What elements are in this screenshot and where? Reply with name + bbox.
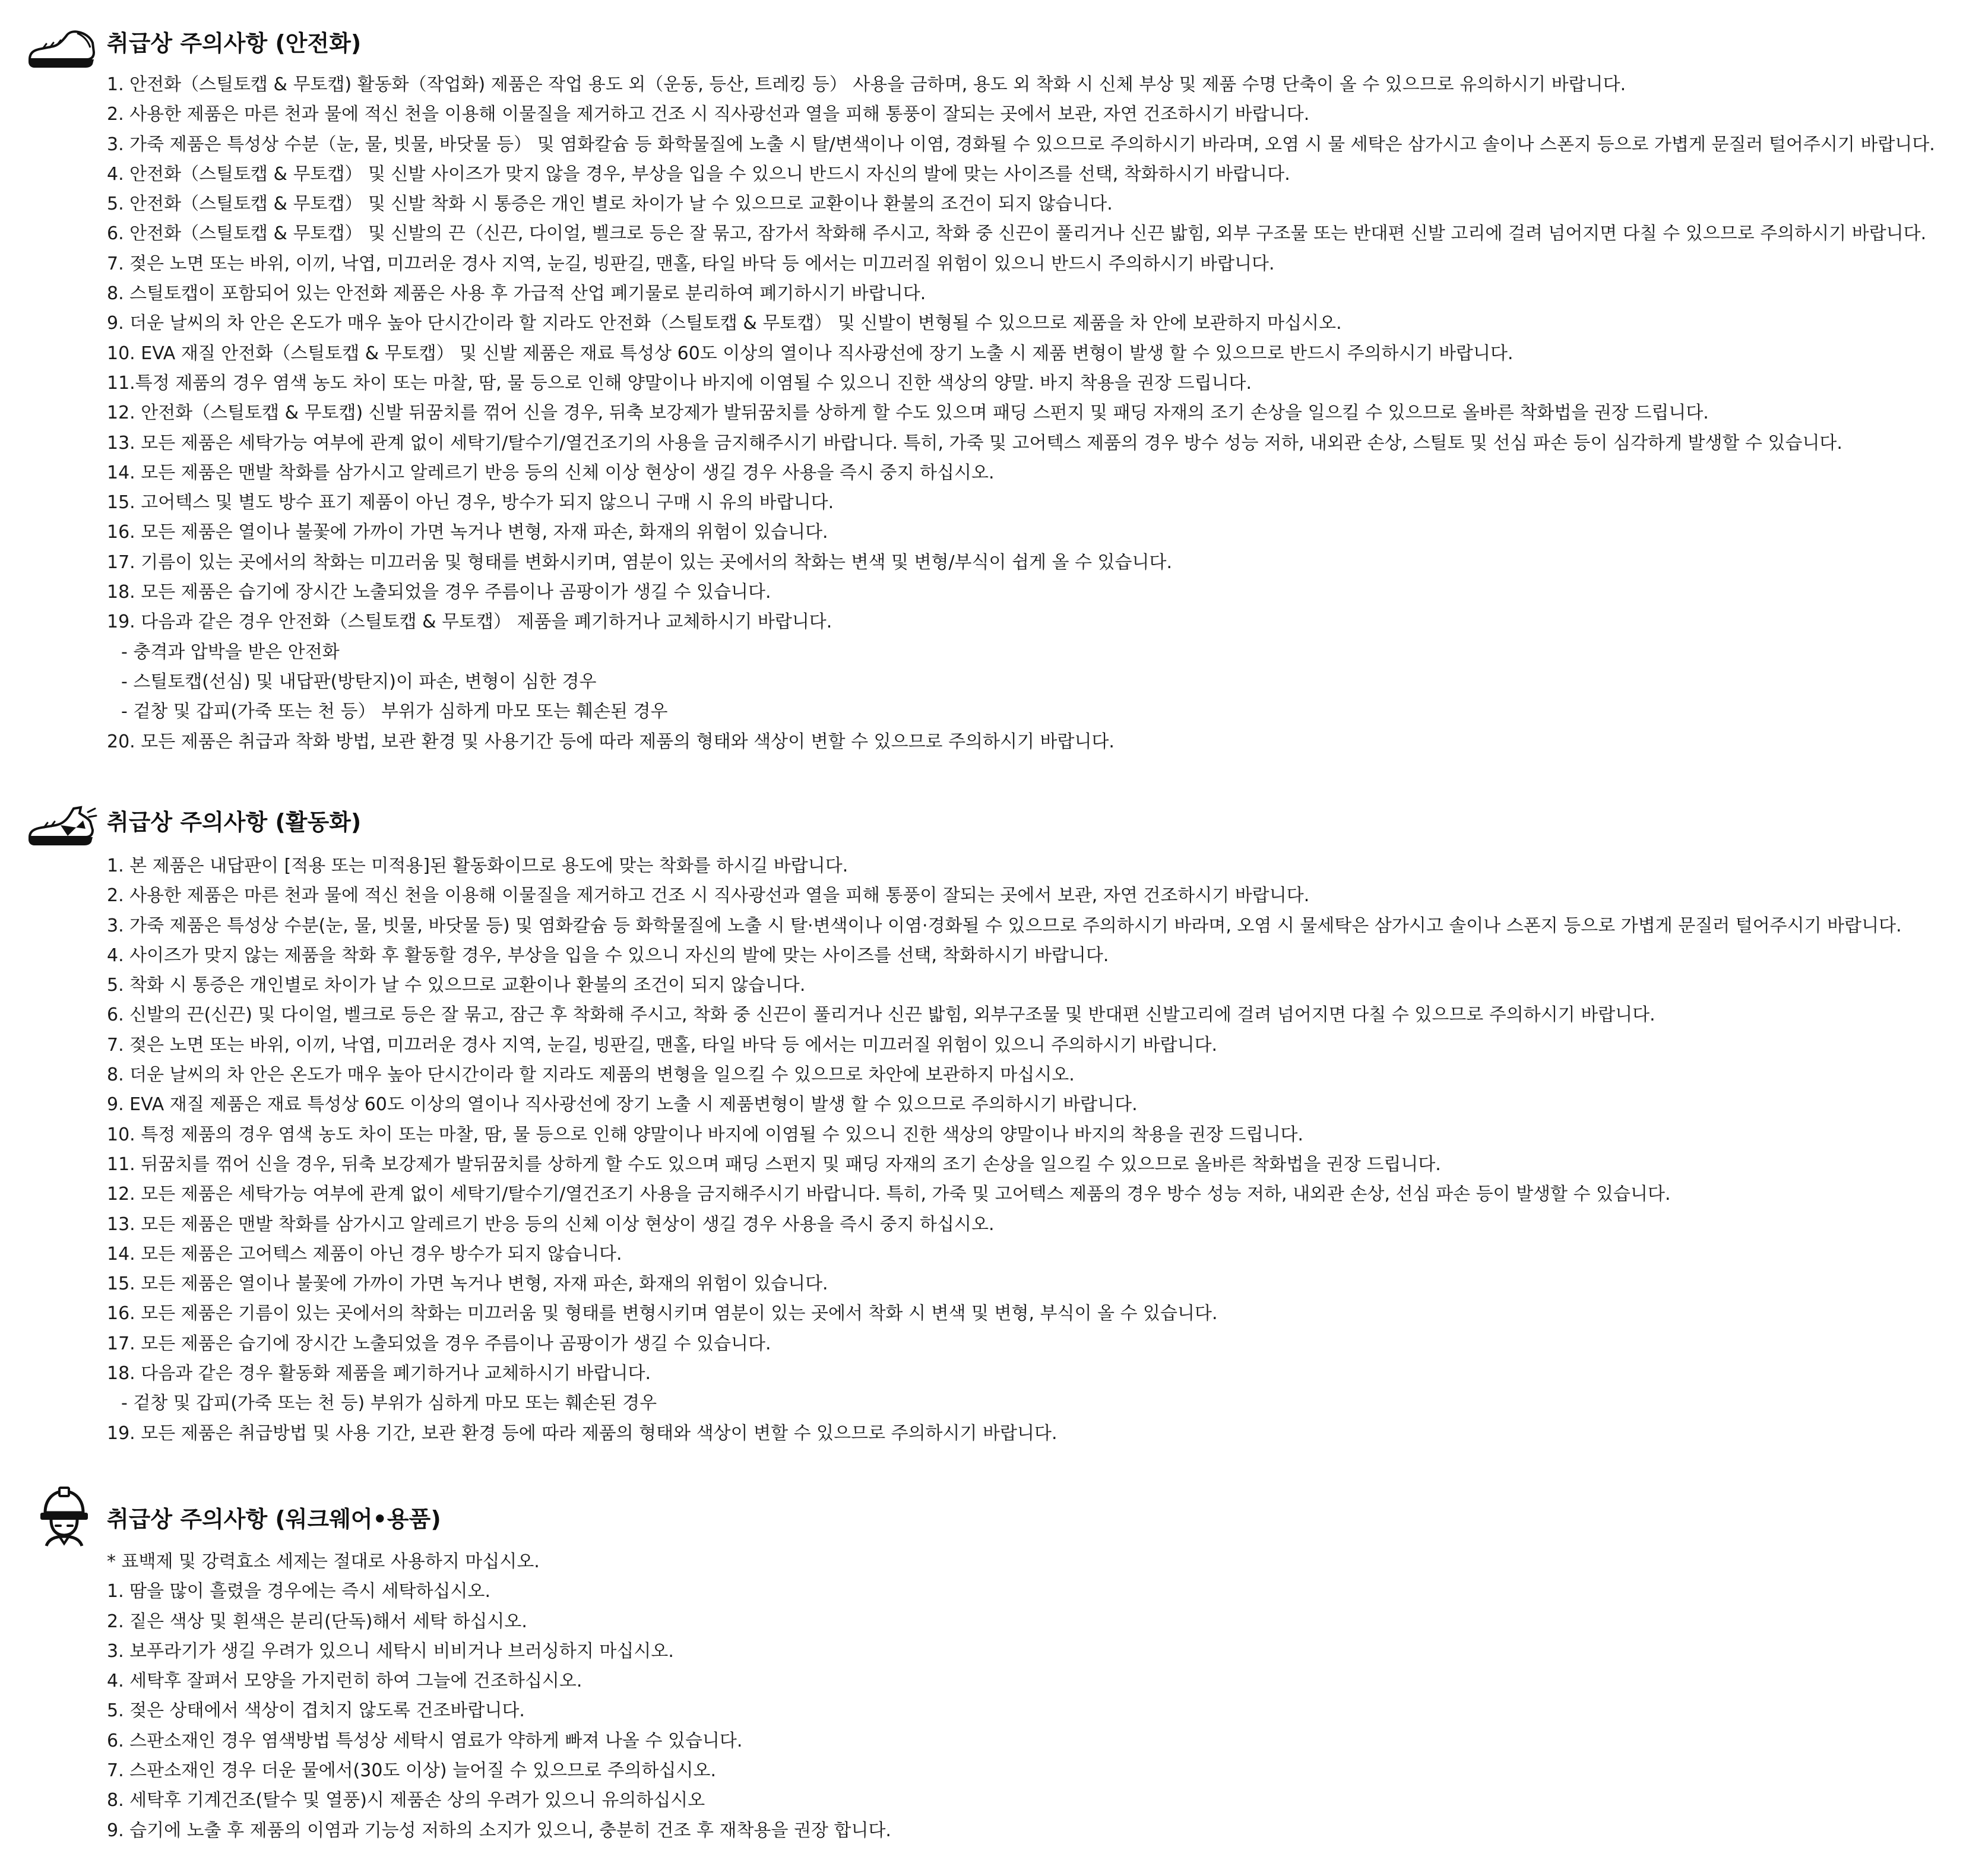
list-item: 3. 가죽 제품은 특성상 수분（눈, 물, 빗물, 바닷물 등） 및 염화칼슘 등 화학물질에 노출 시 탈/변색이나 이염, 경화될 수 있으므로 주의하시기 바라며, 오염 시 물 세탁은 삼가시고 솔이나 스폰지 등으로 가볍게 문질러 털어주시기 바랍니다. — [107, 134, 1935, 155]
list-item: 2. 사용한 제품은 마른 천과 물에 적신 천을 이용해 이물질을 제거하고 건조 시 직사광선과 열을 피해 통풍이 잘되는 곳에서 보관, 자연 건조하시기 바랍니다. — [107, 885, 1310, 907]
list-subitem: - 스틸토캡(선심) 및 내답판(방탄지)이 파손, 변형이 심한 경우 — [121, 671, 597, 692]
list-item: 1. 본 제품은 내답판이 [적용 또는 미적용]된 활동화이므로 용도에 맞는 착화를 하시길 바랍니다. — [107, 855, 848, 876]
list-item: 13. 모든 제품은 맨발 착화를 삼가시고 알레르기 반응 등의 신체 이상 현상이 생길 경우 사용을 즉시 중지 하십시오. — [107, 1213, 995, 1235]
list-item: 8. 세탁후 기계건조(탈수 및 열풍)시 제품손 상의 우려가 있으니 유의하십시오 — [107, 1790, 705, 1811]
instruction-list — [107, 1547, 891, 1846]
list-item: 11. 뒤꿈치를 꺾어 신을 경우, 뒤축 보강제가 발뒤꿈치를 상하게 할 수도 있으며 패딩 스펀지 및 패딩 자재의 조기 손상을 일으킬 수 있으므로 올바른 착화법을 권장 드립니다. — [107, 1154, 1441, 1175]
list-item: 14. 모든 제품은 고어텍스 제품이 아닌 경우 방수가 되지 않습니다. — [107, 1243, 622, 1265]
list-item: 19. 모든 제품은 취급방법 및 사용 기간, 보관 환경 등에 따라 제품의 형태와 색상이 변할 수 있으므로 주의하시기 바랍니다. — [107, 1422, 1058, 1444]
list-item: 7. 젖은 노면 또는 바위, 이끼, 낙엽, 미끄러운 경사 지역, 눈길, 빙판길, 맨홀, 타일 바닥 등 에서는 미끄러질 위험이 있으니 반드시 주의하시기 바랍니다. — [107, 253, 1275, 274]
list-item: 8. 더운 날씨의 차 안은 온도가 매우 높아 단시간이라 할 지라도 제품의 변형을 일으킬 수 있으므로 차안에 보관하지 마십시오. — [107, 1064, 1075, 1086]
list-item: 5. 착화 시 통증은 개인별로 차이가 날 수 있으므로 교환이나 환불의 조건이 되지 않습니다. — [107, 975, 806, 996]
list-item: 17. 모든 제품은 습기에 장시간 노출되었을 경우 주름이나 곰팡이가 생길 수 있습니다. — [107, 1333, 771, 1354]
list-item: 17. 기름이 있는 곳에서의 착화는 미끄러움 및 형태를 변화시키며, 염분이 있는 곳에서의 착화는 변색 및 변형/부식이 쉽게 올 수 있습니다. — [107, 552, 1173, 573]
running-shoe-icon — [26, 800, 97, 854]
list-item: 1. 땀을 많이 흘렸을 경우에는 즉시 세탁하십시오. — [107, 1581, 490, 1602]
list-item: 9. 더운 날씨의 차 안은 온도가 매우 높아 단시간이라 할 지라도 안전화（스틸토캡 & 무토캡） 및 신발이 변형될 수 있으므로 제품을 차 안에 보관하지 마십시오. — [107, 313, 1342, 334]
hard-hat-worker-icon — [36, 1484, 93, 1549]
list-subitem: - 겉창 및 갑피(가죽 또는 천 등） 부위가 심하게 마모 또는 훼손된 경우 — [121, 701, 668, 722]
list-item: 10. EVA 재질 안전화（스틸토캡 & 무토캡） 및 신발 제품은 재료 특성상 60도 이상의 열이나 직사광선에 장기 노출 시 제품 변형이 발생 할 수 있으므로 반드시 주의하시기 바랍니다. — [107, 343, 1514, 364]
list-item: 11.특정 제품의 경우 염색 농도 차이 또는 마찰, 땀, 물 등으로 인해 양말이나 바지에 이염될 수 있으니 진한 색상의 양말. 바지 착용을 권장 드립니다. — [107, 372, 1252, 394]
list-item: 18. 모든 제품은 습기에 장시간 노출되었을 경우 주름이나 곰팡이가 생길 수 있습니다. — [107, 582, 771, 603]
list-item: 14. 모든 제품은 맨발 착화를 삼가시고 알레르기 반응 등의 신체 이상 현상이 생길 경우 사용을 즉시 중지 하십시오. — [107, 462, 995, 483]
list-item: 8. 스틸토캡이 포함되어 있는 안전화 제품은 사용 후 가급적 산업 폐기물로 분리하여 폐기하시기 바랍니다. — [107, 283, 926, 305]
list-item: 6. 안전화（스틸토캡 & 무토캡） 및 신발의 끈（신끈, 다이얼, 벨크로 등은 잘 묶고, 잠가서 착화해 주시고, 착화 중 신끈이 풀리거나 신끈 밟힘, 외부 구조물 또는 반대편 신발 고리에 걸려 넘어지면 다칠 수 있으므로 주의하시기 바랍니다. — [107, 223, 1927, 245]
list-item: 3. 보푸라기가 생길 우려가 있으니 세탁시 비비거나 브러싱하지 마십시오. — [107, 1640, 674, 1662]
list-subitem: - 겉창 및 갑피(가죽 또는 천 등) 부위가 심하게 마모 또는 훼손된 경우 — [121, 1393, 657, 1414]
list-item: 2. 사용한 제품은 마른 천과 물에 적신 천을 이용해 이물질을 제거하고 건조 시 직사광선과 열을 피해 통풍이 잘되는 곳에서 보관, 자연 건조하시기 바랍니다. — [107, 104, 1310, 125]
instruction-list — [107, 851, 1902, 1449]
list-item: * 표백제 및 강력효소 세제는 절대로 사용하지 마십시오. — [107, 1551, 540, 1572]
list-item: 19. 다음과 같은 경우 안전화（스틸토캡 & 무토캡） 제품을 폐기하거나 교체하시기 바랍니다. — [107, 611, 832, 633]
section-title: 취급상 주의사항 (안전화) — [107, 30, 362, 56]
list-item: 7. 스판소재인 경우 더운 물에서(30도 이상) 늘어질 수 있으므로 주의하십시오. — [107, 1760, 716, 1782]
list-subitem: - 충격과 압박을 받은 안전화 — [121, 641, 340, 663]
list-item: 4. 사이즈가 맞지 않는 제품을 착화 후 활동할 경우, 부상을 입을 수 있으니 자신의 발에 맞는 사이즈를 선택, 착화하시기 바랍니다. — [107, 945, 1109, 966]
safety-shoe-icon — [26, 23, 97, 76]
list-item: 16. 모든 제품은 열이나 불꽃에 가까이 가면 녹거나 변형, 자재 파손, 화재의 위험이 있습니다. — [107, 522, 828, 543]
list-item: 5. 안전화（스틸토캡 & 무토캡） 및 신발 착화 시 통증은 개인 별로 차이가 날 수 있으므로 교환이나 환불의 조건이 되지 않습니다. — [107, 194, 1113, 215]
list-item: 15. 고어텍스 및 별도 방수 표기 제품이 아닌 경우, 방수가 되지 않으니 구매 시 유의 바랍니다. — [107, 492, 834, 514]
list-item: 5. 젖은 상태에서 색상이 겹치지 않도록 건조바랍니다. — [107, 1700, 525, 1722]
list-item: 12. 안전화（스틸토캡 & 무토캡) 신발 뒤꿈치를 꺾어 신을 경우, 뒤축 보강제가 발뒤꿈치를 상하게 할 수도 있으며 패딩 스펀지 및 패딩 자재의 조기 손상을 일으킬 수 있으므로 올바른 착화법을 권장 드립니다. — [107, 403, 1709, 424]
instruction-list — [107, 70, 1935, 757]
list-item: 4. 안전화（스틸토캡 & 무토캡） 및 신발 사이즈가 맞지 않을 경우, 부상을 입을 수 있으니 반드시 자신의 발에 맞는 사이즈를 선택, 착화하시기 바랍니다. — [107, 163, 1290, 185]
list-item: 10. 특정 제품의 경우 염색 농도 차이 또는 마찰, 땀, 물 등으로 인해 양말이나 바지에 이염될 수 있으니 진한 색상의 양말이나 바지의 착용을 권장 드립니다. — [107, 1124, 1304, 1145]
list-item: 9. 습기에 노출 후 제품의 이염과 기능성 저하의 소지가 있으니, 충분히 건조 후 재착용을 권장 합니다. — [107, 1820, 891, 1841]
list-item: 15. 모든 제품은 열이나 불꽃에 가까이 가면 녹거나 변형, 자재 파손, 화재의 위험이 있습니다. — [107, 1273, 828, 1295]
list-item: 9. EVA 재질 제품은 재료 특성상 60도 이상의 열이나 직사광선에 장기 노출 시 제품변형이 발생 할 수 있으므로 주의하시기 바랍니다. — [107, 1094, 1138, 1116]
list-item: 4. 세탁후 잘펴서 모양을 가지런히 하여 그늘에 건조하십시오. — [107, 1671, 582, 1692]
list-item: 18. 다음과 같은 경우 활동화 제품을 폐기하거나 교체하시기 바랍니다. — [107, 1363, 651, 1384]
list-item: 12. 모든 제품은 세탁가능 여부에 관계 없이 세탁기/탈수기/열건조기 사용을 금지해주시기 바랍니다. 특히, 가죽 및 고어텍스 제품의 경우 방수 성능 저하, 내외관 손상, 선심 파손 등이 발생할 수 있습니다. — [107, 1184, 1671, 1205]
list-item: 20. 모든 제품은 취급과 착화 방법, 보관 환경 및 사용기간 등에 따라 제품의 형태와 색상이 변할 수 있으므로 주의하시기 바랍니다. — [107, 731, 1115, 752]
list-item: 6. 신발의 끈(신끈) 및 다이얼, 벨크로 등은 잘 묶고, 잠근 후 착화해 주시고, 착화 중 신끈이 풀리거나 신끈 밟힘, 외부구조물 및 반대편 신발고리에 걸려 넘어지면 다칠 수 있으므로 주의하시기 바랍니다. — [107, 1004, 1655, 1026]
list-item: 16. 모든 제품은 기름이 있는 곳에서의 착화는 미끄러움 및 형태를 변형시키며 염분이 있는 곳에서 착화 시 변색 및 변형, 부식이 올 수 있습니다. — [107, 1303, 1218, 1324]
list-item: 7. 젖은 노면 또는 바위, 이끼, 낙엽, 미끄러운 경사 지역, 눈길, 빙판길, 맨홀, 타일 바닥 등 에서는 미끄러질 위험이 있으니 주의하시기 바랍니다. — [107, 1034, 1218, 1056]
section-title: 취급상 주의사항 (활동화) — [107, 809, 362, 835]
section-title: 취급상 주의사항 (워크웨어•용품) — [107, 1506, 441, 1532]
list-item: 2. 짙은 색상 및 흰색은 분리(단독)해서 세탁 하십시오. — [107, 1611, 527, 1632]
list-item: 13. 모든 제품은 세탁가능 여부에 관계 없이 세탁기/탈수기/열건조기의 사용을 금지해주시기 바랍니다. 특히, 가죽 및 고어텍스 제품의 경우 방수 성능 저하, 내외관 손상, 스틸토 및 선심 파손 등이 심각하게 발생할 수 있습니다. — [107, 432, 1842, 454]
list-item: 6. 스판소재인 경우 염색방법 특성상 세탁시 염료가 약하게 빠져 나올 수 있습니다. — [107, 1730, 743, 1751]
list-item: 3. 가죽 제품은 특성상 수분(눈, 물, 빗물, 바닷물 등) 및 염화칼슘 등 화학물질에 노출 시 탈·변색이나 이염·경화될 수 있으므로 주의하시기 바라며, 오염 시 물세탁은 삼가시고 솔이나 스폰지 등으로 가볍게 문질러 털어주시기 바랍니다. — [107, 915, 1902, 936]
list-item: 1. 안전화（스틸토캡 & 무토캡) 활동화（작업화) 제품은 작업 용도 외（운동, 등산, 트레킹 등） 사용을 금하며, 용도 외 착화 시 신체 부상 및 제품 수명 단축이 올 수 있으므로 유의하시기 바랍니다. — [107, 74, 1626, 95]
